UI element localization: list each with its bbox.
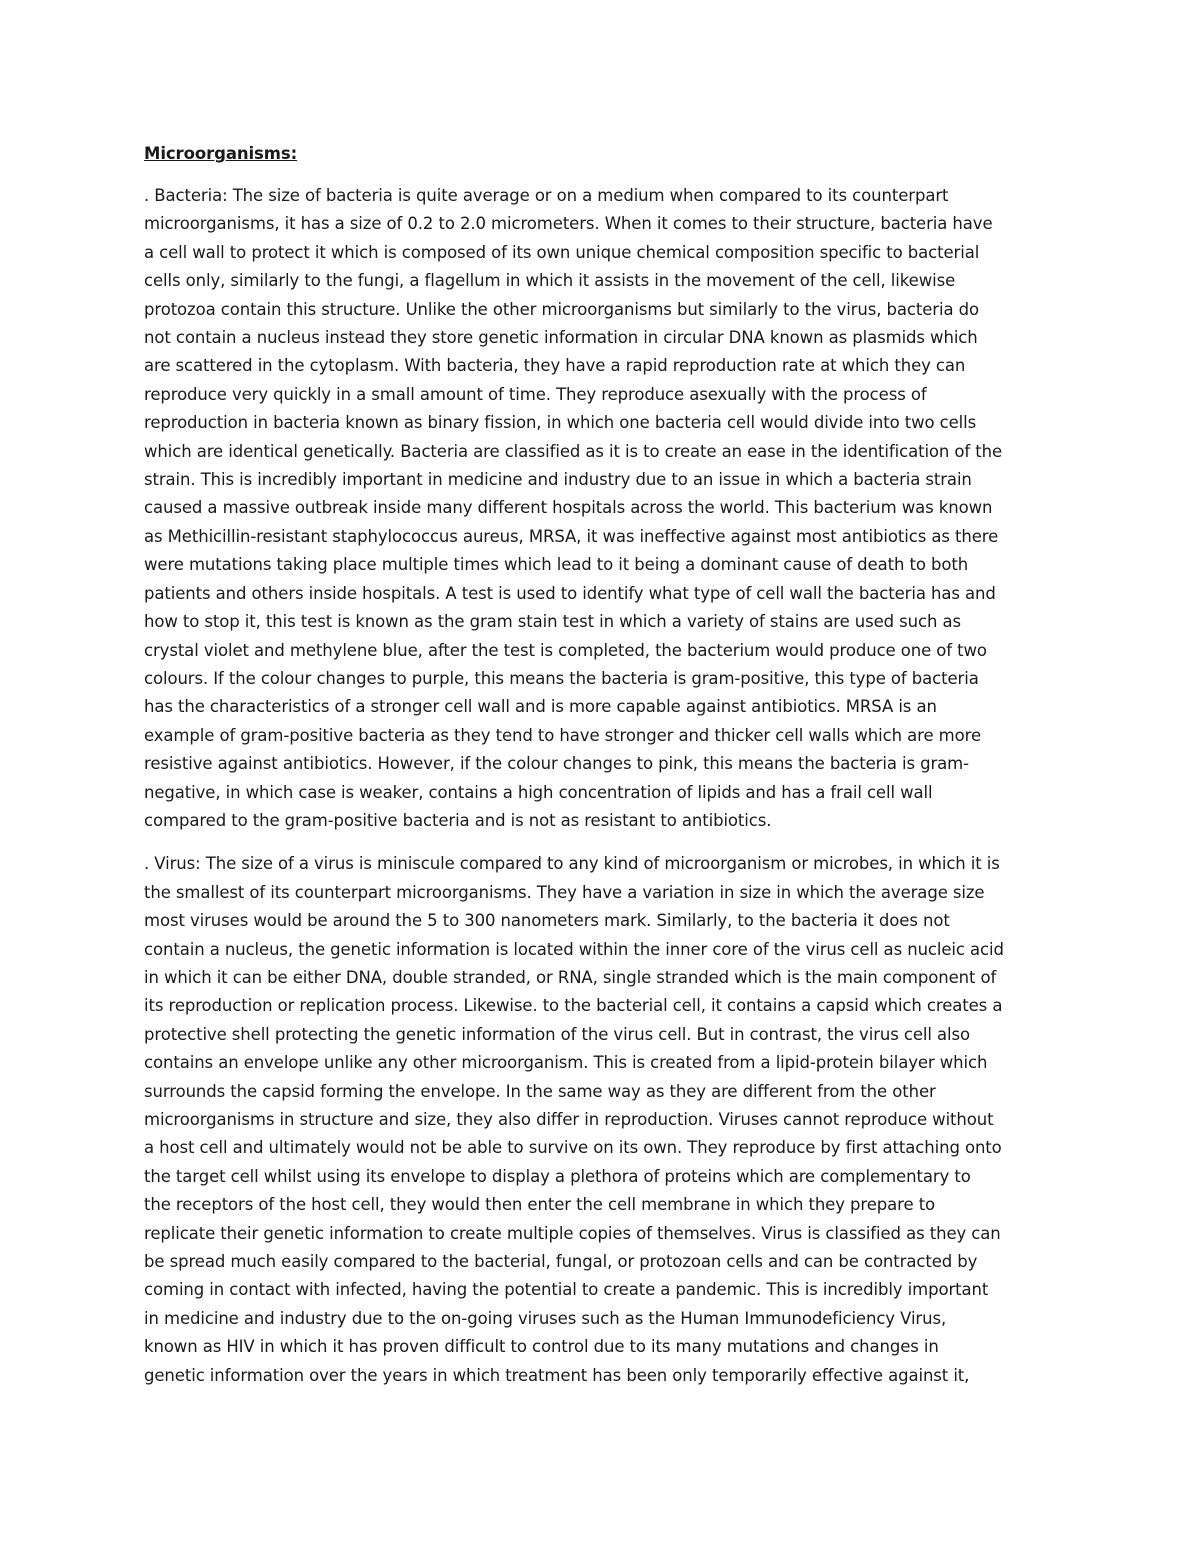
text-line: protozoa contain this structure. Unlike the other microorganisms but similarly to the virus, bacteria do [144,299,979,319]
text-line: cells only, similarly to the fungi, a flagellum in which it assists in the movement of the cell, likewise [144,271,956,291]
text-line: contain a nucleus, the genetic information is located within the inner core of the virus cell as nucleic acid [144,939,1004,959]
text-line: microorganisms in structure and size, they also differ in reproduction. Viruses cannot reproduce without [144,1110,994,1129]
text-line: are scattered in the cytoplasm. With bacteria, they have a rapid reproduction rate at which they can [144,356,966,376]
text-line: how to stop it, this test is known as the gram stain test in which a variety of stains are used such as [144,612,962,632]
text-line: resistive against antibiotics. However, if the colour changes to pink, this means the bacteria is gram- [144,754,969,774]
text-line: the smallest of its counterpart microorganisms. They have a variation in size in which the average size [144,882,985,902]
document-body [144,140,1064,1405]
text-line: its reproduction or replication process. Likewise. to the bacterial cell, it contains a capsid which creates a [144,996,1003,1016]
text-line: negative, in which case is weaker, contains a high concentration of lipids and has a frail cell wall [144,782,933,802]
text-line: a host cell and ultimately would not be able to survive on its own. They reproduce by first attaching onto [144,1138,1002,1158]
text-line: contains an envelope unlike any other microorganism. This is created from a lipid-protein bilayer which [144,1053,988,1073]
text-line: genetic information over the years in which treatment has been only temporarily effective against it, [144,1365,970,1385]
paragraph-bacteria [144,182,1064,835]
text-line: crystal violet and methylene blue, after the test is completed, the bacterium would produce one of two [144,640,987,660]
text-line: . Bacteria: The size of bacteria is quite average or on a medium when compared to its counterpart [144,186,949,205]
text-line: were mutations taking place multiple times which lead to it being a dominant cause of death to both [144,555,969,575]
text-line: in medicine and industry due to the on-going viruses such as the Human Immunodeficiency Virus, [144,1308,947,1328]
text-line: a cell wall to protect it which is composed of its own unique chemical composition specific to bacterial [144,242,980,262]
text-line: which are identical genetically. Bacteria are classified as it is to create an ease in the identification of the [144,441,1003,461]
text-line: colours. If the colour changes to purple, this means the bacteria is gram-positive, this type of bacteria [144,668,979,688]
document-title: Microorganisms: [144,144,298,163]
text-line: example of gram-positive bacteria as they tend to have stronger and thicker cell walls which are more [144,725,981,745]
text-line: microorganisms, it has a size of 0.2 to 2.0 micrometers. When it comes to their structure, bacteria have [144,214,993,234]
text-line: surrounds the capsid forming the envelope. In the same way as they are different from the other [144,1081,936,1101]
text-line: be spread much easily compared to the bacterial, fungal, or protozoan cells and can be contracted by [144,1252,978,1272]
text-line: as Methicillin-resistant staphylococcus aureus, MRSA, it was ineffective against most antibiotics as there [144,526,999,546]
text-line: not contain a nucleus instead they store genetic information in circular DNA known as plasmids which [144,328,978,348]
text-line: replicate their genetic information to create multiple copies of themselves. Virus is classified as they can [144,1223,1001,1243]
text-line: patients and others inside hospitals. A test is used to identify what type of cell wall the bacteria has and [144,583,996,603]
paragraph-container [144,182,1064,1390]
text-line: coming in contact with infected, having the potential to create a pandemic. This is incredibly important [144,1280,989,1300]
text-line: the receptors of the host cell, they would then enter the cell membrane in which they prepare to [144,1195,936,1215]
text-line: has the characteristics of a stronger cell wall and is more capable against antibiotics. MRSA is an [144,697,937,717]
text-line: . Virus: The size of a virus is miniscule compared to any kind of microorganism or microbes, in which it is [144,854,1000,874]
paragraph-virus [144,850,1064,1390]
text-line: reproduction in bacteria known as binary fission, in which one bacteria cell would divide into two cells [144,413,977,433]
text-line: strain. This is incredibly important in medicine and industry due to an issue in which a bacteria strain [144,470,972,490]
text-line: protective shell protecting the genetic information of the virus cell. But in contrast, the virus cell also [144,1024,971,1044]
text-line: compared to the gram-positive bacteria and is not as resistant to antibiotics. [144,810,772,830]
text-line: known as HIV in which it has proven difficult to control due to its many mutations and changes in [144,1337,939,1357]
text-line: reproduce very quickly in a small amount of time. They reproduce asexually with the process of [144,384,927,404]
text-line: most viruses would be around the 5 to 300 nanometers mark. Similarly, to the bacteria it does not [144,911,950,931]
text-line: caused a massive outbreak inside many different hospitals across the world. This bacterium was known [144,498,993,518]
text-line: in which it can be either DNA, double stranded, or RNA, single stranded which is the main component of [144,967,997,987]
text-line: the target cell whilst using its envelope to display a plethora of proteins which are complementary to [144,1166,971,1186]
